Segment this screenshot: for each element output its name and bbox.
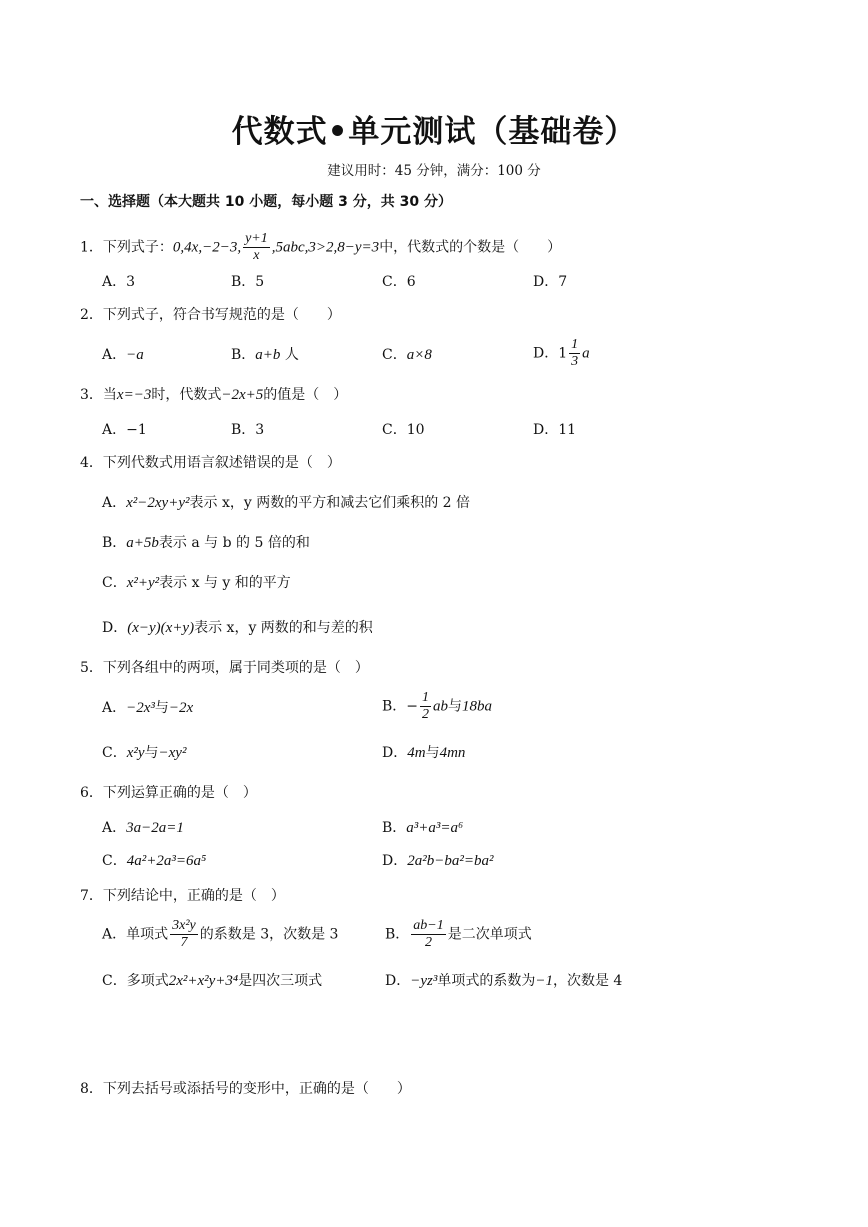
question-3-option-c: C．10: [382, 422, 425, 438]
question-4-option-a: A．x²−2xy+y²表示 x，y 两数的平方和减去它们乘积的 2 倍: [102, 495, 471, 511]
question-1-option-d: D．7: [533, 274, 568, 290]
question-4-option-c: C．x²+y²表示 x 与 y 和的平方: [102, 575, 291, 591]
question-6-option-a: A．3a−2a=1: [102, 820, 184, 836]
question-7-option-d: D．−yz³单项式的系数为−1，次数是 4: [385, 973, 623, 989]
question-6-option-d: D．2a²b−ba²=ba²: [382, 853, 494, 869]
question-6-option-b: B．a³+a³=a⁶: [382, 820, 464, 836]
question-7-option-a: A．单项式 $\frac{\text{3x²y}}{7}$ 的系数是 3，次数是 3: [102, 918, 339, 950]
question-2-option-b: B．a+b 人: [231, 347, 299, 363]
question-4-option-b: B．a+5b表示 a 与 b 的 5 倍的和: [102, 535, 310, 551]
question-5-option-b: B．− $\frac{1}{2}$ ab与18ba: [382, 690, 493, 722]
question-7-option-c: C．多项式2x²+x²y+3⁴是四次三项式: [102, 973, 323, 989]
question-3-stem: 3．当x=−3时，代数式−2x+5的值是（ ）: [80, 387, 348, 403]
question-1-option-a: A．3: [102, 274, 136, 290]
question-4-stem: 4．下列代数式用语言叙述错误的是（ ）: [80, 455, 341, 471]
section-heading: 一、选择题（本大题共 10 小题，每小题 3 分，共 30 分）: [80, 194, 452, 210]
question-4-option-d: D．(x−y)(x+y)表示 x，y 两数的和与差的积: [102, 620, 373, 636]
question-5-option-a: A．−2x³与−2x: [102, 700, 194, 716]
question-2-option-c: C．a×8: [382, 347, 432, 363]
page-subtitle: 建议用时：45 分钟，满分：100 分: [327, 163, 541, 179]
question-2-option-d: D．1 $\frac{1}{3}$ a: [533, 337, 590, 369]
question-1-option-c: C．6: [382, 274, 416, 290]
question-5-option-c: C．x²y与−xy²: [102, 745, 187, 761]
question-2-option-a: A．−a: [102, 347, 144, 363]
question-6-stem: 6．下列运算正确的是（ ）: [80, 785, 257, 801]
question-6-option-c: C．4a²+2a³=6a⁵: [102, 853, 207, 869]
question-3-option-a: A．−1: [102, 422, 147, 438]
question-7-option-b: B． $\frac{ab-1}{2}$ 是二次单项式: [385, 918, 532, 950]
page-title: 代数式•单元测试（基础卷）: [231, 114, 637, 150]
question-3-option-d: D．11: [533, 422, 577, 438]
question-1-option-b: B．5: [231, 274, 265, 290]
question-3-option-b: B．3: [231, 422, 265, 438]
question-1-stem: 1．下列式子：0,4x,−2−3, $\frac{y+1}{x}$ ,5abc,3>2,8−y=3中，代数式的个数是（ ）: [80, 231, 562, 263]
question-7-stem: 7．下列结论中，正确的是（ ）: [80, 888, 285, 904]
question-8-stem: 8．下列去括号或添括号的变形中，正确的是（ ）: [80, 1081, 411, 1097]
question-2-stem: 2．下列式子，符合书写规范的是（ ）: [80, 307, 341, 323]
question-5-stem: 5．下列各组中的两项，属于同类项的是（ ）: [80, 660, 369, 676]
question-5-option-d: D．4m与4mn: [382, 745, 466, 761]
